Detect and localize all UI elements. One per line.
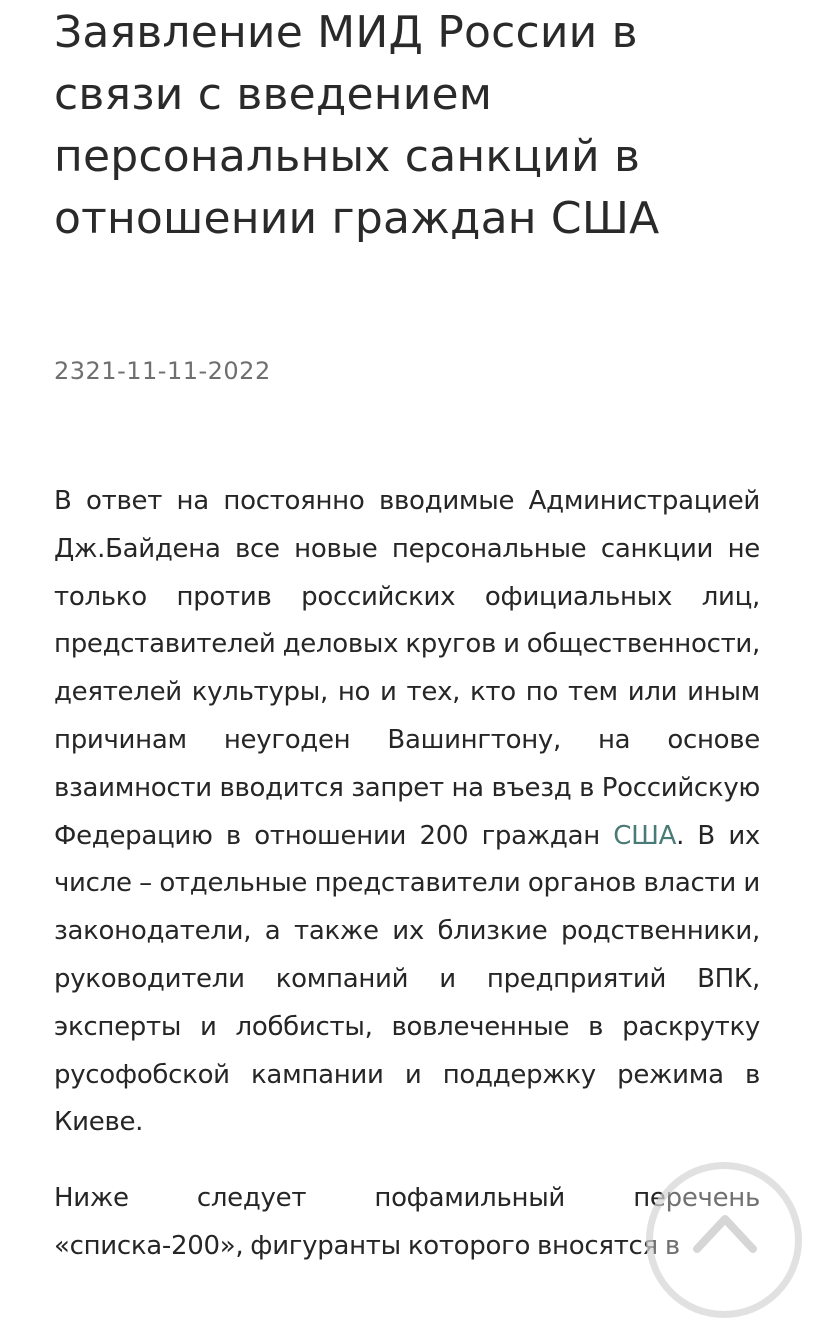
scroll-to-top-button[interactable] — [646, 1162, 802, 1318]
article-paragraph-1 — [54, 478, 760, 1147]
paragraph-1-text-end: . В их числе – отдельные представители органов власти и законодатели, а также их близкие родственники, руководители компаний и предприятий ВПК, эксперты и лоббисты, вовлеченные в раскрутку русофобской кампании и поддержку режима в Киеве. — [54, 820, 761, 1138]
article-paragraph-2: Ниже следует пофамильный перечень «списка-200», фигуранты которого вносятся в — [54, 1183, 760, 1261]
article-date: 2321-11-11-2022 — [54, 357, 271, 385]
paragraph-1-text-start: В ответ на постоянно вводимые Администрацией Дж.Байдена все новые персональные санкции не только против российских официальных лиц, представителей деловых кругов и общественности, деятелей культуры, но и тех, кто по тем или иным причинам неугоден Вашингтону, на основе взаимности вводится запрет на въезд в Российскую Федерацию в отношении 200 граждан — [54, 486, 760, 851]
article — [54, 0, 761, 1261]
article-title: Заявление МИД России в связи с введением персональных санкций в отношении граждан США — [54, 7, 660, 244]
usa-link[interactable]: США — [613, 820, 677, 851]
chevron-up-icon — [689, 1203, 761, 1263]
article-body — [54, 478, 760, 1299]
